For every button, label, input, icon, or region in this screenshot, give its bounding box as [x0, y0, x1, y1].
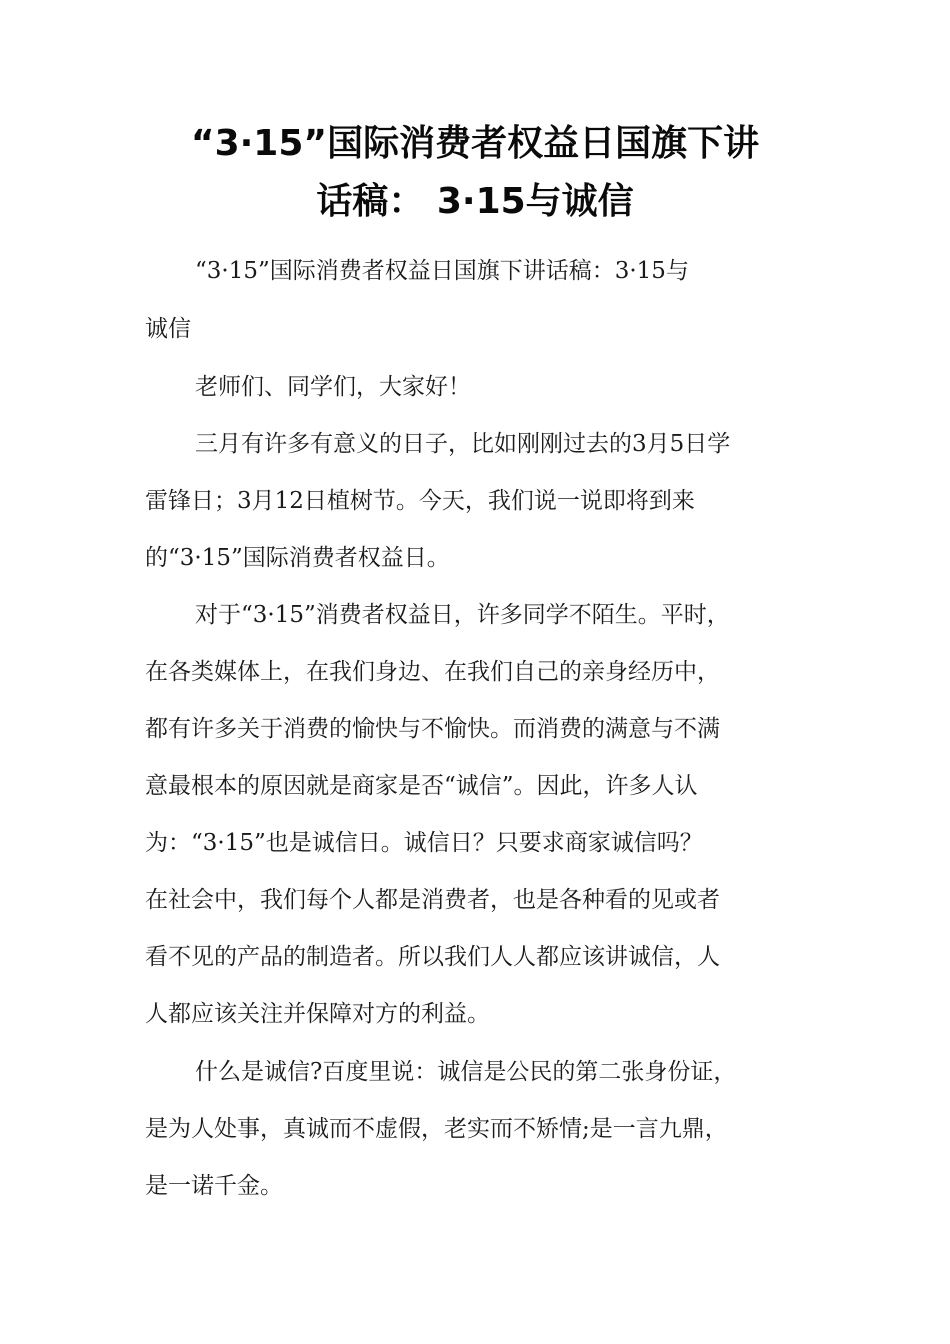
paragraph-line: 三月有许多有意义的日子，比如刚刚过去的3月5日学 — [195, 431, 731, 457]
paragraph-line: “3·15”国际消费者权益日国旗下讲话稿：3·15与 — [195, 258, 689, 284]
paragraph-line: 为：“3·15”也是诚信日。诚信日？只要求商家诚信吗？ — [145, 830, 703, 856]
paragraph-line: 的“3·15”国际消费者权益日。 — [145, 545, 450, 571]
paragraph-line: 在社会中，我们每个人都是消费者，也是各种看的见或者 — [145, 887, 720, 913]
paragraph-line: 意最根本的原因就是商家是否“诚信”。因此，许多人认 — [145, 773, 698, 799]
paragraph-line: 看不见的产品的制造者。所以我们人人都应该讲诚信，人 — [145, 944, 720, 970]
paragraph-line: 是为人处事，真诚而不虚假，老实而不矫情;是一言九鼎， — [145, 1116, 728, 1142]
document-title-line-2: 话稿： 3·15与诚信 — [316, 181, 634, 222]
paragraph-line: 都有许多关于消费的愉快与不愉快。而消费的满意与不满 — [145, 716, 720, 742]
paragraph-line: 是一诺千金。 — [145, 1173, 283, 1199]
paragraph-line: 人都应该关注并保障对方的利益。 — [145, 1001, 490, 1027]
paragraph-line: 对于“3·15”消费者权益日，许多同学不陌生。平时， — [195, 602, 730, 628]
paragraph-line: 什么是诚信?百度里说：诚信是公民的第二张身份证， — [195, 1059, 737, 1085]
paragraph-line: 诚信 — [145, 316, 191, 342]
paragraph-line: 在各类媒体上，在我们身边、在我们自己的亲身经历中， — [145, 659, 720, 685]
greeting-line: 老师们、同学们，大家好！ — [195, 374, 471, 400]
paragraph-line: 雷锋日；3月12日植树节。今天，我们说一说即将到来 — [145, 488, 695, 514]
document-title-line-1: “3·15”国际消费者权益日国旗下讲 — [190, 123, 760, 164]
